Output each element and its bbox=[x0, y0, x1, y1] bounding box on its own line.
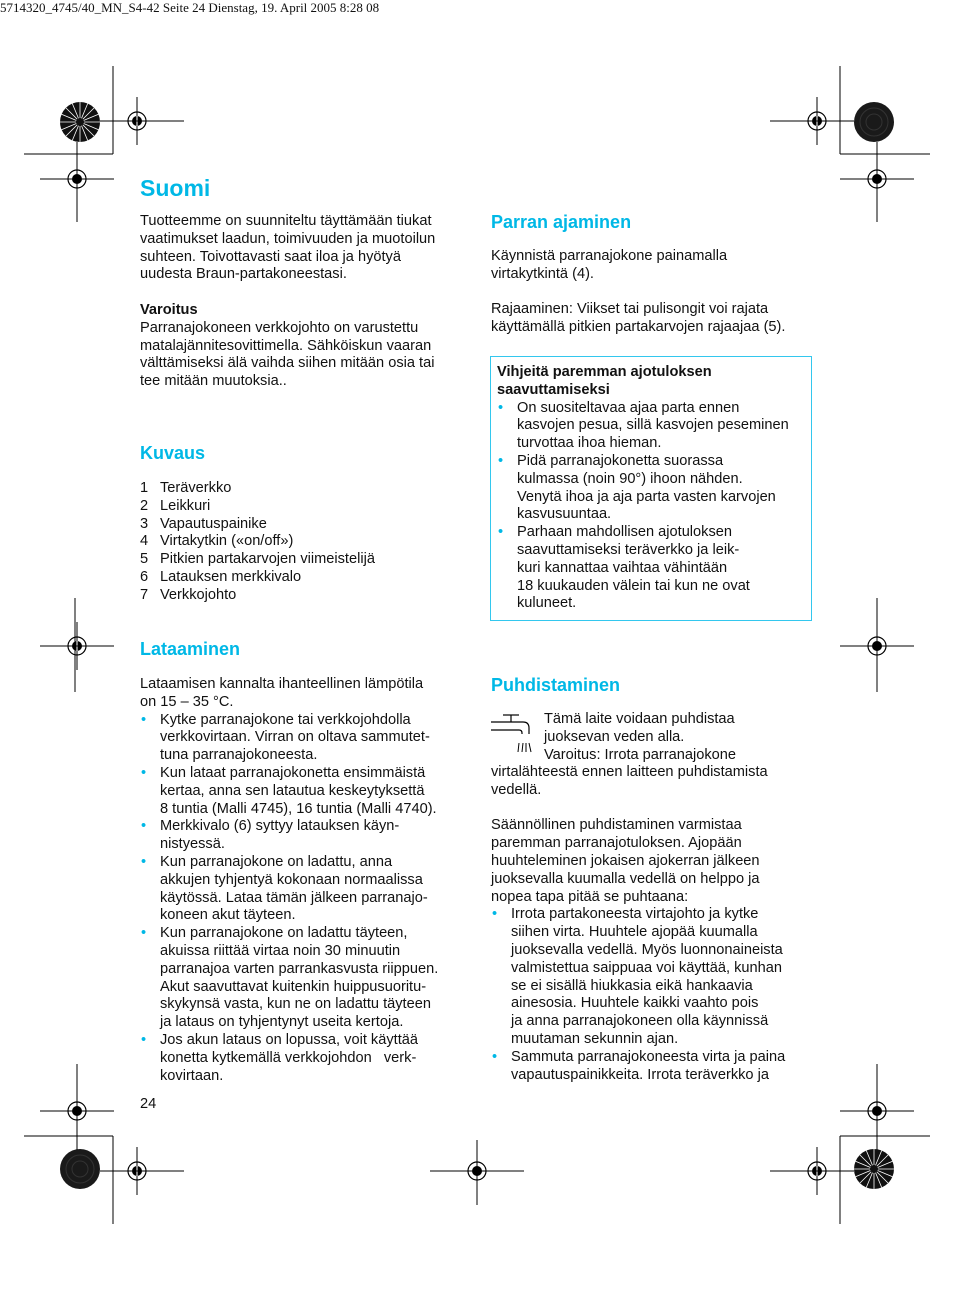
list-item: • Jos akun lataus on lopussa, voit käyttää konetta kytkemällä verkkojohdon verk- kovirtaan. bbox=[140, 1032, 470, 1085]
list-item: 3 Vapautuspainike bbox=[140, 515, 267, 532]
list-item: • Pidä parranajokonetta suorassa kulmassa (noin 90°) ihoon nähden. Venytä ihoa ja aja parta vasten karvojen kasvusuuntaa. bbox=[497, 453, 803, 524]
list-item: • Kun parranajokone on ladattu täyteen, akuissa riittää virtaa noin 30 minuutin parranajoa varten parrankasvusta riippuen. Akut saavuttavat kuitenkin huippusuoritu- skykynsä vasta, kun ne on ladattu täyteen ja lataus on tyhjentynyt useita kertoja. bbox=[140, 925, 470, 1032]
tips-heading: Vihjeitä paremman ajotuloksen saavuttamiseksi bbox=[497, 364, 712, 398]
list-item: • On suositeltavaa ajaa parta ennen kasvojen pesua, sillä kasvojen peseminen turvottaa ihoa hieman. bbox=[497, 400, 803, 453]
list-item: • Parhaan mahdollisen ajotuloksen saavuttamiseksi teräverkko ja leik- kuri kannattaa vaihtaa vähintään 18 kuukauden välein tai kun ne ovat kuluneet. bbox=[497, 524, 803, 613]
list-item: 4 Virtakytkin («on/off») bbox=[140, 533, 294, 550]
list-item: 2 Leikkuri bbox=[140, 497, 211, 514]
list-item: 5 Pitkien partakarvojen viimeistelijä bbox=[140, 551, 375, 568]
warning-heading: Varoitus bbox=[140, 302, 198, 318]
list-item: • Kytke parranajokone tai verkkojohdolla verkkovirtaan. Virran on oltava sammutet- tuna parranajokoneesta. bbox=[140, 712, 470, 765]
list-item: 7 Verkkojohto bbox=[140, 586, 237, 603]
cleaning-section: virtalähteestä ennen laitteen puhdistamista vedellä. Säännöllinen puhdistaminen varmistaa paremman parranajotuloksen. Ajopään huuhteleminen jokaisen ajokerran jälkeen juoksevalla kuumalla vedellä on helppo ja nopea tapa pitää se puhtaana: • Irrota partakoneesta virtajohto ja kytke siihen virta. Huuhtele ajopää kuumalla juoksevalla vedellä. Myös luonnonaineista valmistettua saippuaa voi käyttää, kunhan se ei sisällä hiukkasia eikä hankaavia ainesosia. Huuhtele kaikki vaahto pois ja anna parranajokoneen olla käynnissä muutaman sekunnin ajan. • Sammuta parranajokoneesta virta ja paina vapautuspainikkeita. Irrota teräverkko ja bbox=[491, 764, 821, 1084]
list-item: 6 Latauksen merkkivalo bbox=[140, 568, 302, 585]
charging-section: Lataamisen kannalta ihanteellinen lämpötila on 15 – 35 °C. • Kytke parranajokone tai verkkojohdolla verkkovirtaan. Virran on oltava sammutet- tuna parranajokoneesta. • Kun lataat parranajokonetta ensimmäistä kertaa, anna sen latautua keskeytyksettä 8 tuntia (Malli 4745), 16 tuntia (Malli 4740). • Merkkivalo (6) syttyy latauksen käyn- nistyessä. • Kun parranajokone on ladattu, anna akkujen tyhjentyä kokonaan normaalissa käytössä. Lataa tämän jälkeen parranajo- koneen akut täyteen. • Kun parranajokone on ladattu täyteen, akuissa riittää virtaa noin 30 minuutin parranajoa varten parrankasvusta riippuen. Akut saavuttavat kuitenkin huippusuoritu- skykynsä vasta, kun ne on ladattu täyteen ja lataus on tyhjentynyt useita kertoja. • Jos akun lataus on lopussa, voit käyttää konetta kytkemällä verkkojohdon verk- kovirtaan. bbox=[140, 676, 470, 1085]
puhdistaminen-heading: Puhdistaminen bbox=[491, 675, 621, 695]
list-item: 1 Teräverkko bbox=[140, 480, 232, 496]
print-header: 5714320_4745/40_MN_S4-42 Seite 24 Dienstag, 19. April 2005 8:28 08 bbox=[0, 0, 380, 15]
intro-paragraph: Tuotteemme on suunniteltu täyttämään tiukat vaatimukset laadun, toimivuuden ja muotoilun suhteen. Toivottavasti saat iloa ja hyötyä uudesta Braun-partakoneestasi. bbox=[140, 213, 436, 283]
kuvaus-heading: Kuvaus bbox=[140, 443, 206, 463]
parran-heading: Parran ajaminen bbox=[491, 212, 632, 232]
lataaminen-heading: Lataaminen bbox=[140, 639, 241, 659]
list-item: • Sammuta parranajokoneesta virta ja paina vapautuspainikkeita. Irrota teräverkko ja bbox=[491, 1049, 821, 1085]
list-item: • Kun lataat parranajokonetta ensimmäistä kertaa, anna sen latautua keskeytyksettä 8 tuntia (Malli 4745), 16 tuntia (Malli 4740). bbox=[140, 765, 470, 818]
list-item: • Merkkivalo (6) syttyy latauksen käyn- nistyessä. bbox=[140, 818, 470, 854]
parts-list bbox=[140, 480, 470, 605]
tips-box bbox=[490, 356, 812, 621]
shaving-section: Käynnistä parranajokone painamalla virtakytkintä (4). Rajaaminen: Viikset tai pulisongit voi rajata käyttämällä pitkien partakarvojen rajaajaa (5). bbox=[491, 248, 786, 336]
cleaning-icon-text: Tämä laite voidaan puhdistaa juoksevan veden alla. Varoitus: Irrota parranajokone bbox=[544, 711, 736, 763]
list-item: • Irrota partakoneesta virtajohto ja kytke siihen virta. Huuhtele ajopää kuumalla juoksevalla vedellä. Myös luonnonaineista valmistettua saippuaa voi käyttää, kunhan se ei sisällä hiukkasia eikä hankaavia ainesosia. Huuhtele kaikki vaahto pois ja anna parranajokoneen olla käynnissä muutaman sekunnin ajan. bbox=[491, 906, 821, 1048]
page-number: 24 bbox=[140, 1096, 157, 1112]
warning-section: Varoitus Parranajokoneen verkkojohto on varustettu matalajännitesovittimella. Sähköiskun vaaran välttämiseksi älä vaihda siihen mitään osia tai tee mitään muutoksia.. bbox=[140, 302, 470, 391]
faucet-icon bbox=[489, 712, 535, 754]
list-item: • Kun parranajokone on ladattu, anna akkujen tyhjentyä kokonaan normaalissa käytössä. Lataa tämän jälkeen parranajo- koneen akut täyteen. bbox=[140, 854, 470, 925]
page-title: Suomi bbox=[140, 175, 211, 201]
